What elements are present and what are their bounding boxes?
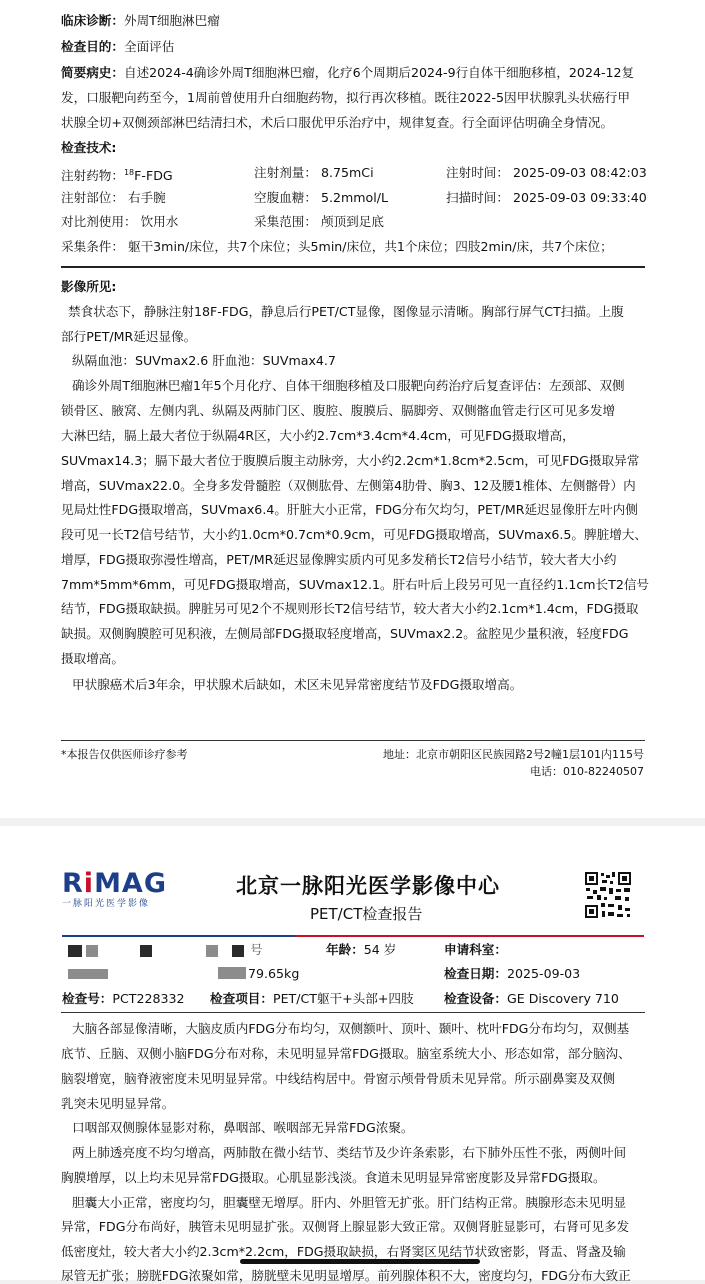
exam-no-field (62, 991, 185, 1007)
findings-line: 见局灶性FDG摄取增高，SUVmax6.4。肝脏大小正常，FDG分布欠均匀，PET/MR延迟显像肝左叶内侧 (61, 502, 638, 517)
redacted-block (218, 967, 246, 979)
findings-line: 大淋巴结，膈上最大者位于纵隔4R区，大小约2.7cm*3.4cm*4.4cm，可见FDG摄取增高， (61, 428, 575, 443)
history-label: 简要病史： (61, 65, 124, 80)
scroll-indicator[interactable] (240, 1259, 480, 1264)
clinical-diagnosis-label: 临床诊断： (61, 13, 124, 28)
report-body-line: 尿管无扩张；膀胱FDG浓聚如常，膀胱壁未见明显增厚。前列腺体积不大，密度均匀，FDG分布大致正 (61, 1268, 631, 1283)
report-body-line: 口咽部双侧腺体显影对称，鼻咽部、喉咽部无异常FDG浓聚。 (72, 1120, 414, 1135)
drug-label: 注射药物： (61, 168, 124, 184)
scan-time-value: 2025-09-03 09:33:40 (512, 190, 647, 205)
redacted-block (232, 945, 244, 957)
info-divider (61, 1012, 645, 1013)
report-body-line: 低密度灶，较大者大小约2.3cm*2.2cm，FDG摄取缺损，右肾窦区见结节状致密影，肾盂、肾盏及输 (61, 1244, 626, 1259)
report-body-line: 底节、丘脑、双侧小脑FDG分布对称，未见明显异常FDG摄取。脑室系统大小、形态如常，部分脑沟、 (61, 1046, 631, 1061)
purpose-row (61, 39, 174, 55)
logo-wordmark (62, 868, 167, 899)
redacted-block (68, 969, 108, 979)
scan-time-label: 扫描时间： (446, 190, 509, 205)
conditions-label: 采集条件： (61, 239, 124, 254)
redacted-block (68, 945, 82, 957)
findings-heading: 影像所见: (61, 279, 117, 294)
logo-letter-i: i (83, 868, 95, 899)
history-line-1 (61, 65, 634, 81)
history-text-1: 自述2024-4确诊外周T细胞淋巴瘤，化疗6个周期后2024-9行自体干细胞移植，2024-12复 (123, 65, 635, 80)
exam-no-label: 检查号： (62, 991, 113, 1006)
glucose-value: 5.2mmol/L (320, 190, 389, 205)
center-title: 北京一脉阳光医学影像中心 (236, 874, 500, 898)
redacted-block (140, 945, 152, 957)
logo-letter-r: R (62, 868, 84, 899)
dose-value: 8.75mCi (320, 165, 374, 180)
dose-field (254, 165, 374, 181)
footer-phone: 电话：010-82240507 (530, 765, 644, 778)
age-field (326, 942, 396, 958)
glucose-label: 空腹血糖： (254, 190, 317, 205)
exam-item-value: PET/CT躯干+头部+四肢 (272, 991, 414, 1006)
report-body-line: 乳突未见明显异常。 (61, 1096, 175, 1111)
purpose-value: 全面评估 (123, 39, 175, 54)
exam-item-label: 检查项目： (210, 991, 273, 1006)
glucose-field (254, 190, 388, 206)
exam-item-field (210, 991, 414, 1007)
findings-line: 甲状腺癌术后3年余，甲状腺术后缺如，术区未见异常密度结节及FDG摄取增高。 (72, 677, 523, 692)
dept-label: 申请科室： (444, 942, 507, 957)
range-label: 采集范围： (254, 214, 317, 229)
report-body-line: 两上肺透亮度不均匀增高，两肺散在微小结节、类结节及少许条索影，右下肺外压性不张，两侧叶间 (72, 1145, 627, 1160)
purpose-label: 检查目的： (61, 39, 124, 54)
drug-field (61, 165, 173, 184)
site-value: 右手腕 (127, 190, 166, 205)
clinical-diagnosis-value: 外周T细胞淋巴瘤 (123, 13, 220, 28)
findings-line: 7mm*5mm*6mm，可见FDG摄取增高，SUVmax12.1。肝右叶后上段另可见一直径约1.1cm长T2信号 (61, 577, 650, 592)
exam-no-value: PCT228332 (112, 991, 185, 1006)
qr-code-icon (584, 871, 632, 919)
date-label: 检查日期： (444, 966, 507, 981)
age-value: 54 岁 (363, 942, 397, 957)
clinical-diagnosis-row (61, 13, 220, 29)
report-subtitle: PET/CT检查报告 (310, 905, 423, 923)
rimag-logo (62, 868, 167, 909)
contrast-label: 对比剂使用： (61, 214, 137, 229)
findings-line: 增高，SUVmax22.0。全身多发骨髓腔（双侧肱骨、左侧第4肋骨、胸3、12及腰1椎体、左侧髂骨）内 (61, 478, 636, 493)
inject-time-label: 注射时间： (446, 165, 509, 180)
findings-line: 禁食状态下，静脉注射18F-FDG，静息后行PET/CT显像，图像显示清晰。胸部行屏气CT扫描。上腹 (68, 304, 624, 319)
conditions-value: 躯干3min/床位，共7个床位；头5min/床位，共1个床位；四肢2min/床，共7个床位； (127, 239, 613, 254)
date-field (444, 966, 580, 982)
conditions-field (61, 239, 613, 255)
weight-value: 79.65kg (248, 966, 300, 981)
dose-label: 注射剂量： (254, 165, 317, 180)
footer-address: 地址：北京市朝阳区民族园路2号2幢1层101内115号 (383, 748, 644, 761)
range-field (254, 214, 384, 230)
findings-line: 锁骨区、腋窝、左侧内乳、纵隔及两肺门区、腹腔、腹膜后、膈脚旁、双侧髂血管走行区可见多发增 (61, 403, 616, 418)
header-rule (62, 935, 644, 937)
report-body-line: 大脑各部显像清晰，大脑皮质内FDG分布均匀，双侧额叶、顶叶、颞叶、枕叶FDG分布均匀，双侧基 (72, 1021, 630, 1036)
contrast-field (61, 214, 178, 230)
device-value: GE Discovery 710 (506, 991, 619, 1006)
inject-time-value: 2025-09-03 08:42:03 (512, 165, 647, 180)
report-body-line: 胸膜增厚，以上均未见异常FDG摄取。心肌显影浅淡。食道未见明显异常密度影及异常FDG摄取。 (61, 1170, 606, 1185)
site-field (61, 190, 166, 206)
age-label: 年龄： (326, 942, 364, 957)
contrast-value: 饮用水 (140, 214, 179, 229)
report-body-line: 胆囊大小正常，密度均匀，胆囊壁无增厚。肝内、外胆管无扩张。肝门结构正常。胰腺形态未见明显 (72, 1195, 627, 1210)
site-label: 注射部位： (61, 190, 124, 205)
findings-line: 缺损。双侧胸膜腔可见积液，左侧局部FDG摄取轻度增高，SUVmax2.2。盆腔见少量积液，轻度FDG (61, 626, 629, 641)
drug-value: F-FDG (134, 168, 173, 184)
history-line-3: 状腺全切+双侧颈部淋巴结清扫术，术后口服优甲乐治疗中，规律复查。行全面评估明确全身情况。 (61, 115, 614, 130)
redacted-block (206, 945, 218, 957)
date-value: 2025-09-03 (506, 966, 581, 981)
findings-line: 结节，FDG摄取缺损。脾脏另可见2个不规则形长T2信号结节，较大者大小约2.1cm*1.4cm，FDG摄取 (61, 601, 639, 616)
drug-isotope: 18 (123, 168, 135, 177)
findings-line: 摄取增高。 (61, 651, 124, 666)
findings-line: 增厚，FDG摄取弥漫性增高，PET/MR延迟显像脾实质内可见多发稍长T2信号小结节，较大者大小约 (61, 552, 617, 567)
technique-heading: 检查技术: (61, 140, 117, 155)
section-divider (61, 266, 645, 268)
findings-line: 纵隔血池：SUVmax2.6 肝血池：SUVmax4.7 (72, 353, 336, 368)
inject-time-field (446, 165, 647, 181)
logo-subtitle: 一脉阳光医学影像 (62, 899, 151, 909)
partial-id-suffix: 号 (250, 942, 263, 957)
findings-line: SUVmax14.3；膈下最大者位于腹膜后腹主动脉旁，大小约2.2cm*1.8cm*2.5cm，可见FDG摄取异常 (61, 453, 640, 468)
device-label: 检查设备： (444, 991, 507, 1006)
findings-line: 部行PET/MR延迟显像。 (61, 329, 197, 344)
device-field (444, 991, 619, 1007)
report-body-line: 脑裂增宽，脑脊液密度未见明显异常。中线结构居中。骨窗示颅骨骨质未见异常。所示副鼻窦及双侧 (61, 1071, 616, 1086)
footer-note: *本报告仅供医师诊疗参考 (61, 748, 188, 761)
findings-line: 确诊外周T细胞淋巴瘤1年5个月化疗、自体干细胞移植及口服靶向药治疗后复查评估：左颈部、双侧 (72, 378, 625, 393)
report-body-line: 异常，FDG分布尚好，胰管未见明显扩张。双侧肾上腺显影大致正常。双侧肾脏显影可，右肾可见多发 (61, 1219, 630, 1234)
history-line-2: 发，口服靶向药至今，1周前曾使用升白细胞药物，拟行再次移植。既往2022-5因甲状腺乳头状癌行甲 (61, 90, 630, 105)
scan-time-field (446, 190, 647, 206)
footer-divider (61, 740, 645, 741)
logo-letters-mag: MAG (94, 868, 167, 899)
range-value: 颅顶到足底 (320, 214, 384, 229)
findings-line: 段可见一长T2信号结节，大小约1.0cm*0.7cm*0.9cm，可见FDG摄取增高，SUVmax6.5。脾脏增大、 (61, 527, 647, 542)
redacted-block (86, 945, 98, 957)
